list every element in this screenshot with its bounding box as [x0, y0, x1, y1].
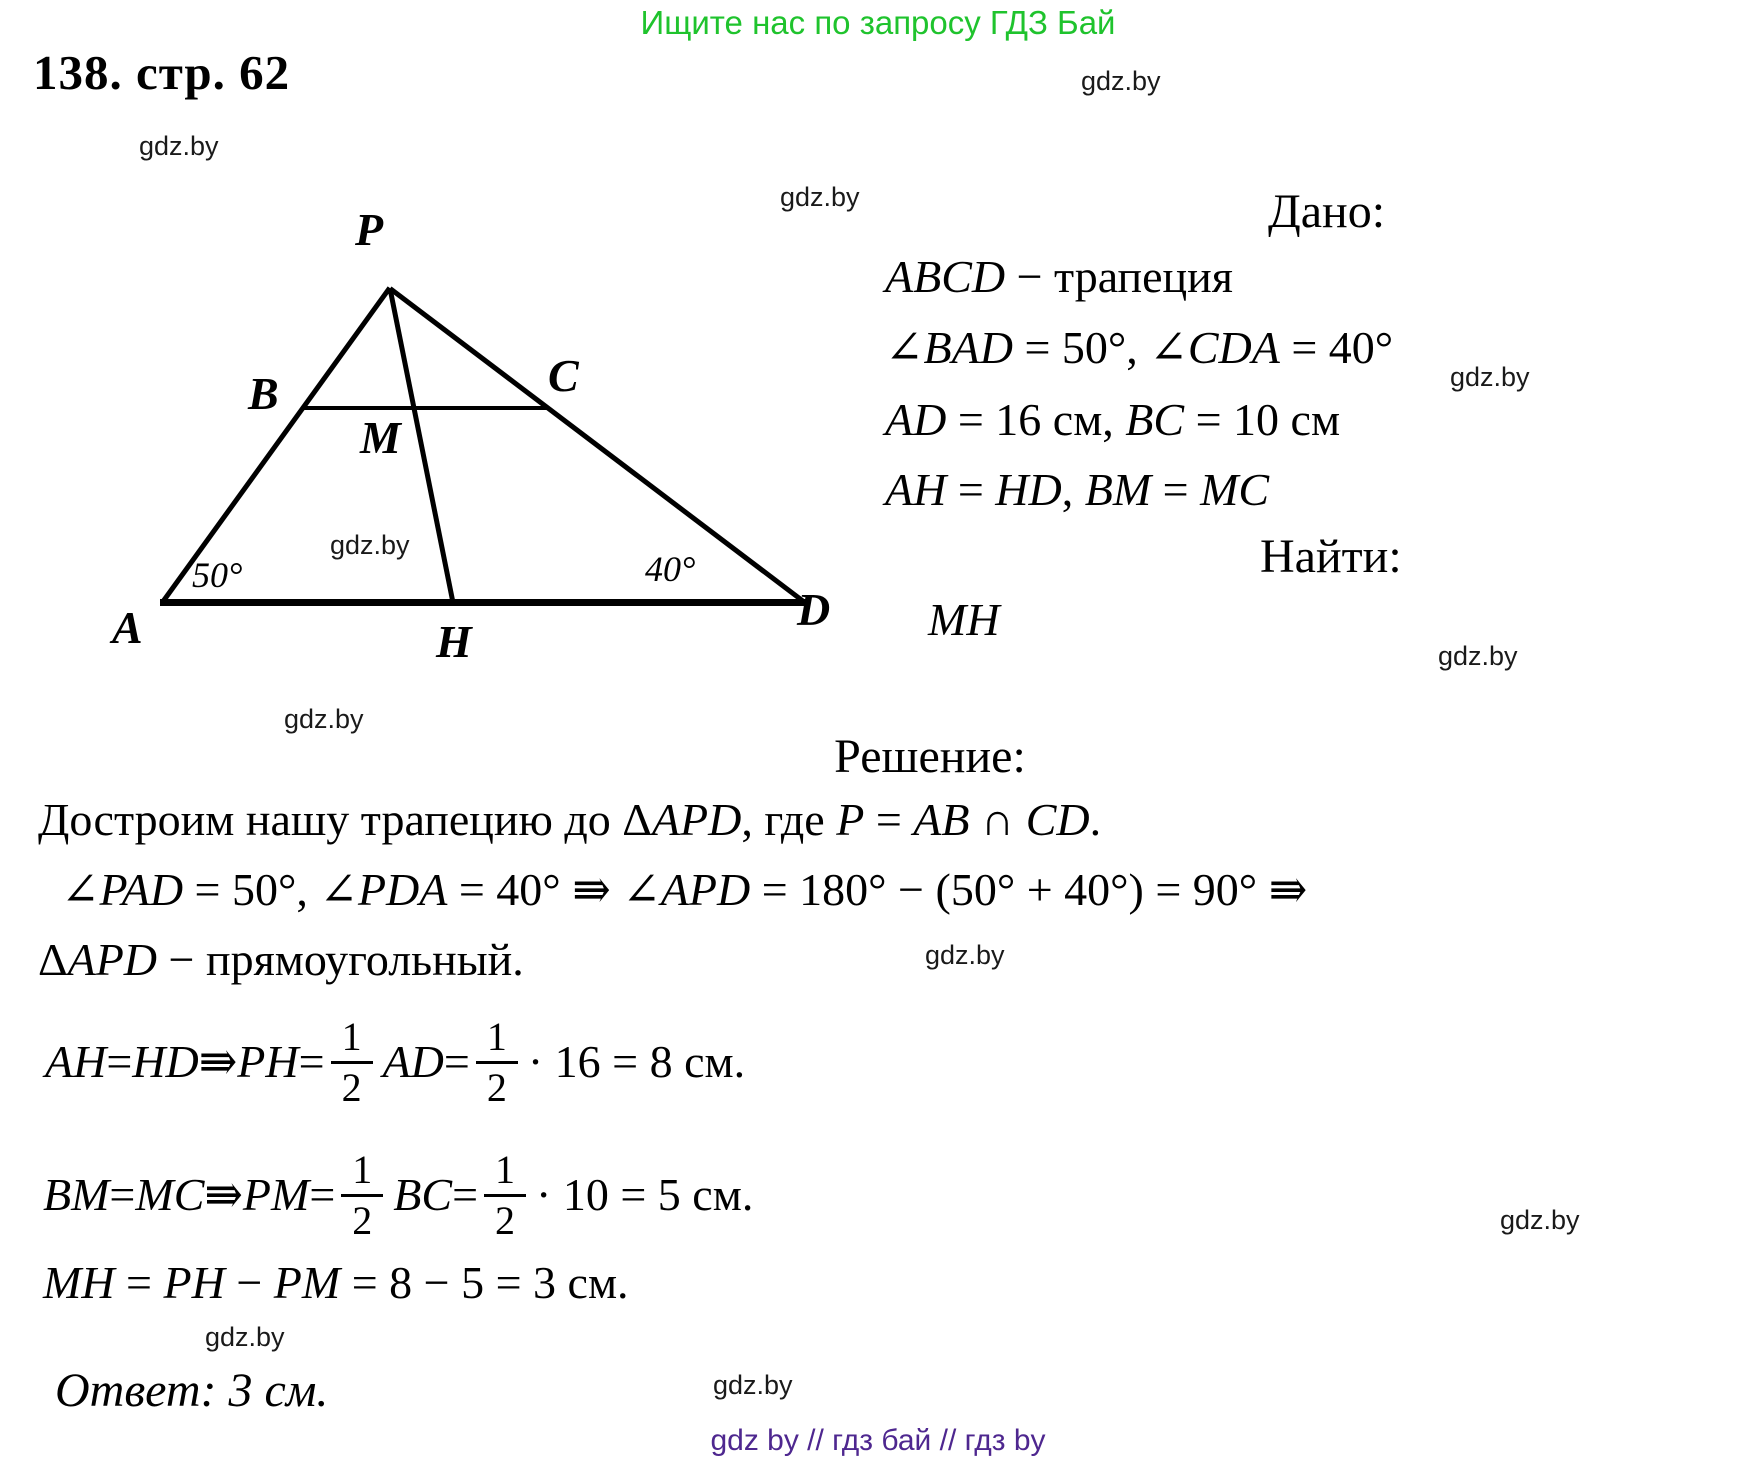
solution-heading: Решение:: [834, 730, 1026, 783]
angle-label-d: 40°: [645, 549, 696, 589]
given-line: ABCD − трапеция: [885, 251, 1233, 302]
solution-line: BM = MC ⇛ PM = $\frac{1}{2}$ BC = $\frac{1}{2}$ · 10 = 5 см.: [43, 1146, 754, 1243]
vertex-label-d: D: [797, 584, 831, 635]
page-title: 138. стр. 62: [33, 45, 291, 100]
solution-line: Достроим нашу трапецию до ΔAPD, где P = AB ∩ CD.: [38, 794, 1102, 845]
vertex-label-c: C: [548, 350, 579, 401]
given-line: AH = HD, BM = MC: [885, 464, 1270, 515]
given-line: AD = 16 см, BC = 10 см: [885, 394, 1341, 445]
promo-banner: Ищите нас по запросу ГДЗ Бай: [640, 4, 1116, 41]
watermark: gdz.by: [925, 940, 1005, 970]
watermark: gdz.by: [1450, 362, 1530, 392]
solution-line: ΔAPD − прямоугольный.: [38, 934, 524, 985]
solution-line: ∠PAD = 50°, ∠PDA = 40° ⇛ ∠APD = 180° − (50° + 40°) = 90° ⇛: [61, 864, 1308, 915]
base-ad: [160, 599, 810, 606]
solution-line: AH = HD ⇛ PH = $\frac{1}{2}$ AD = $\frac{1}{2}$ · 16 = 8 см.: [45, 1013, 746, 1110]
vertex-label-p: P: [355, 204, 384, 255]
watermark: gdz.by: [330, 530, 410, 560]
find-value: MH: [928, 594, 1000, 645]
given-line: ∠BAD = 50°, ∠CDA = 40°: [885, 322, 1394, 373]
watermark: gdz.by: [284, 704, 364, 734]
vertex-label-a: A: [112, 602, 143, 653]
solution-line: MH = PH − PM = 8 − 5 = 3 см.: [43, 1257, 629, 1308]
watermark: gdz.by: [205, 1322, 285, 1352]
triangle-side-pd: [388, 287, 806, 605]
given-heading: Дано:: [1268, 185, 1386, 238]
watermark: gdz.by: [713, 1370, 793, 1400]
watermark: gdz.by: [1438, 641, 1518, 671]
find-heading: Найти:: [1260, 530, 1402, 583]
watermark: gdz.by: [1500, 1205, 1580, 1235]
watermark: gdz.by: [1081, 66, 1161, 96]
watermark: gdz.by: [780, 182, 860, 212]
vertex-label-m: M: [360, 412, 401, 463]
footer-links: gdz by // гдз бай // гдз by: [710, 1424, 1046, 1457]
vertex-label-b: B: [248, 368, 279, 419]
vertex-label-h: H: [436, 616, 472, 667]
answer-line: Ответ: 3 см.: [55, 1364, 329, 1417]
watermark: gdz.by: [139, 131, 219, 161]
angle-label-a: 50°: [192, 555, 243, 595]
segment-bc: [303, 406, 549, 410]
